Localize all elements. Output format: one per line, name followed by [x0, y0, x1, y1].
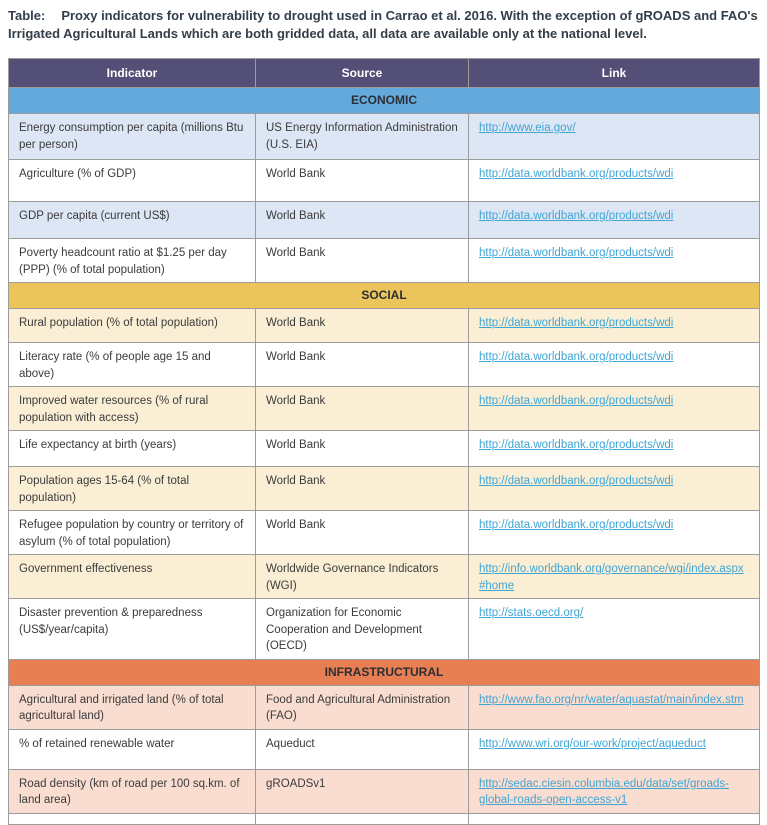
- table-row: [9, 431, 760, 467]
- table-row: [9, 202, 760, 239]
- link-cell: [469, 685, 760, 729]
- source-cell: [256, 813, 469, 824]
- section-header-social: SOCIAL: [9, 283, 760, 309]
- source-cell: US Energy Information Administration (U.S. EIA): [256, 114, 469, 160]
- column-header-source: Source: [256, 59, 469, 88]
- column-header-link: Link: [469, 59, 760, 88]
- source-cell: World Bank: [256, 467, 469, 511]
- link-cell: [469, 599, 760, 660]
- row-link[interactable]: http://data.worldbank.org/products/wdi: [479, 351, 674, 363]
- row-link[interactable]: http://sedac.ciesin.columbia.edu/data/set/groads-global-roads-open-access-v1: [479, 777, 729, 806]
- table-row: [9, 729, 760, 769]
- source-cell: Aqueduct: [256, 729, 469, 769]
- link-cell: [469, 769, 760, 813]
- row-link[interactable]: http://data.worldbank.org/products/wdi: [479, 317, 674, 329]
- row-link[interactable]: http://data.worldbank.org/products/wdi: [479, 210, 674, 222]
- indicator-cell: Refugee population by country or territory of asylum (% of total population): [9, 511, 256, 555]
- section-economic: [9, 88, 760, 283]
- indicator-cell: Rural population (% of total population): [9, 309, 256, 343]
- table-row: [9, 599, 760, 660]
- source-cell: Organization for Economic Cooperation and Development (OECD): [256, 599, 469, 660]
- link-cell: [469, 309, 760, 343]
- row-link[interactable]: http://www.wri.org/our-work/project/aqueduct: [479, 737, 706, 750]
- indicator-cell: Improved water resources (% of rural population with access): [9, 387, 256, 431]
- row-link[interactable]: http://stats.oecd.org/: [479, 607, 584, 619]
- caption-label: Table:: [8, 8, 46, 23]
- caption-text: Proxy indicators for vulnerability to drought used in Carrao et al. 2016. With the exception of gROADS and FAO's Irrigated Agricultural Lands which are both gridded data, all data are available only at the national level.: [8, 8, 758, 41]
- link-cell: [469, 431, 760, 467]
- row-link[interactable]: http://www.fao.org/nr/water/aquastat/main/index.stm: [479, 693, 744, 706]
- link-cell: [469, 555, 760, 599]
- link-cell: [469, 467, 760, 511]
- indicator-cell: Life expectancy at birth (years): [9, 431, 256, 467]
- link-cell: [469, 202, 760, 239]
- indicator-cell: Disaster prevention & preparedness (US$/year/capita): [9, 599, 256, 660]
- table-row: [9, 343, 760, 387]
- section-header-infrastructural: INFRASTRUCTURAL: [9, 659, 760, 685]
- indicator-cell: Energy consumption per capita (millions Btu per person): [9, 114, 256, 160]
- source-cell: Food and Agricultural Administration (FAO): [256, 685, 469, 729]
- row-link[interactable]: http://data.worldbank.org/products/wdi: [479, 439, 674, 451]
- source-cell: World Bank: [256, 239, 469, 283]
- table-row: [9, 114, 760, 160]
- row-link[interactable]: http://data.worldbank.org/products/wdi: [479, 395, 674, 407]
- table-header: [9, 59, 760, 88]
- source-cell: World Bank: [256, 202, 469, 239]
- table-row-partial: [9, 813, 760, 824]
- source-cell: Worldwide Governance Indicators (WGI): [256, 555, 469, 599]
- source-cell: World Bank: [256, 431, 469, 467]
- section-band-row: [9, 88, 760, 114]
- header-row: [9, 59, 760, 88]
- indicator-cell: Literacy rate (% of people age 15 and above): [9, 343, 256, 387]
- indicator-cell: Agricultural and irrigated land (% of total agricultural land): [9, 685, 256, 729]
- link-cell: [469, 813, 760, 824]
- indicator-cell: Agriculture (% of GDP): [9, 160, 256, 202]
- column-header-indicator: Indicator: [9, 59, 256, 88]
- table-row: [9, 160, 760, 202]
- section-header-economic: ECONOMIC: [9, 88, 760, 114]
- section-band-row: [9, 283, 760, 309]
- link-cell: [469, 160, 760, 202]
- link-cell: [469, 114, 760, 160]
- source-cell: World Bank: [256, 309, 469, 343]
- row-link[interactable]: http://data.worldbank.org/products/wdi: [479, 168, 674, 180]
- link-cell: [469, 729, 760, 769]
- indicators-table: [8, 58, 760, 825]
- source-cell: World Bank: [256, 160, 469, 202]
- row-link[interactable]: http://data.worldbank.org/products/wdi: [479, 247, 674, 259]
- link-cell: [469, 511, 760, 555]
- row-link[interactable]: http://data.worldbank.org/products/wdi: [479, 519, 674, 531]
- section-band-row: [9, 659, 760, 685]
- table-row: [9, 685, 760, 729]
- indicator-cell: % of retained renewable water: [9, 729, 256, 769]
- section-social: [9, 283, 760, 660]
- source-cell: World Bank: [256, 343, 469, 387]
- row-link[interactable]: http://www.eia.gov/: [479, 122, 576, 134]
- link-cell: [469, 387, 760, 431]
- indicator-cell: Population ages 15-64 (% of total population): [9, 467, 256, 511]
- indicator-cell: [9, 813, 256, 824]
- source-cell: gROADSv1: [256, 769, 469, 813]
- source-cell: World Bank: [256, 511, 469, 555]
- indicator-cell: Road density (km of road per 100 sq.km. of land area): [9, 769, 256, 813]
- indicator-cell: GDP per capita (current US$): [9, 202, 256, 239]
- link-cell: [469, 343, 760, 387]
- table-row: [9, 387, 760, 431]
- section-infrastructural: [9, 659, 760, 824]
- indicator-cell: Poverty headcount ratio at $1.25 per day (PPP) (% of total population): [9, 239, 256, 283]
- table-row: [9, 239, 760, 283]
- link-cell: [469, 239, 760, 283]
- indicator-cell: Government effectiveness: [9, 555, 256, 599]
- table-row: [9, 511, 760, 555]
- table-caption: [8, 7, 761, 43]
- table-row: [9, 769, 760, 813]
- row-link[interactable]: http://data.worldbank.org/products/wdi: [479, 475, 674, 487]
- table-row: [9, 467, 760, 511]
- table-row: [9, 555, 760, 599]
- row-link[interactable]: http://info.worldbank.org/governance/wgi/index.aspx#home: [479, 563, 744, 592]
- table-row: [9, 309, 760, 343]
- source-cell: World Bank: [256, 387, 469, 431]
